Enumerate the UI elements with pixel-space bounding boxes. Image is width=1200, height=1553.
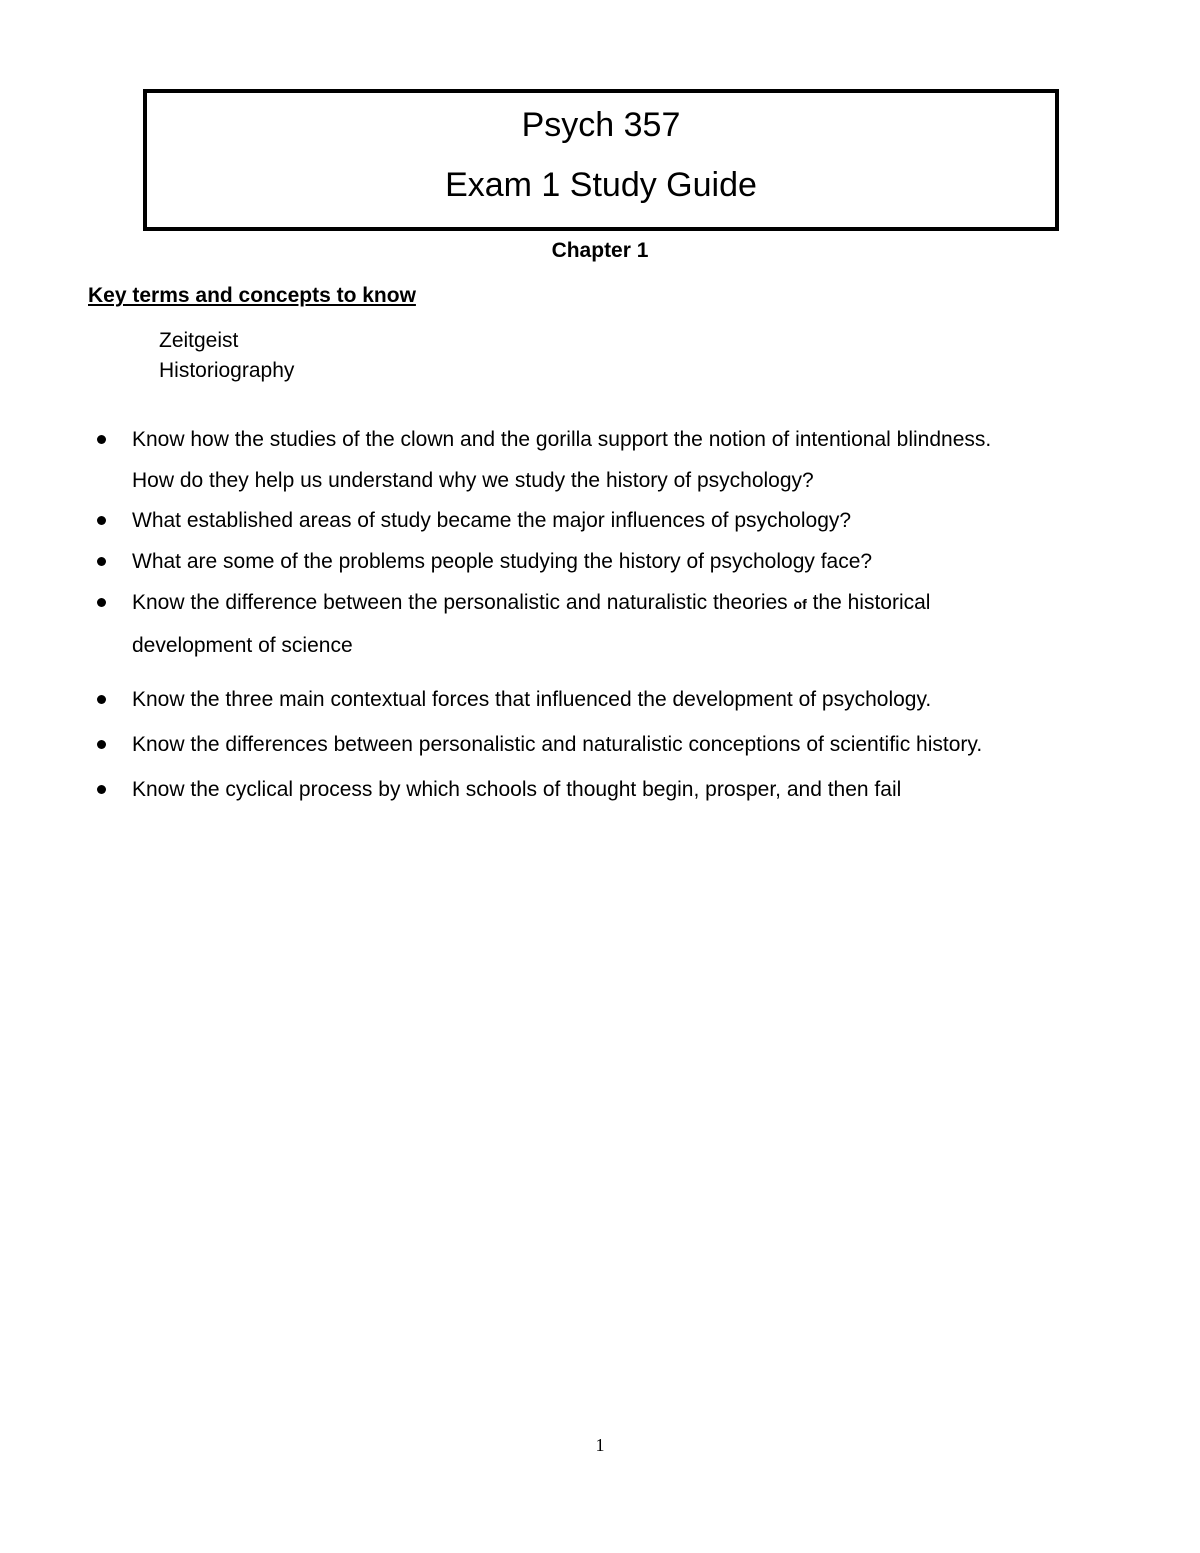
bullet-icon (97, 740, 106, 749)
title-box (143, 89, 1059, 231)
course-title: Psych 357 (521, 106, 681, 144)
bullet-text (132, 582, 1132, 666)
bullet-text: Know how the studies of the clown and the gorilla support the notion of intentional blindness. How do they help us understand why we study the history of psychology? (132, 428, 992, 492)
key-term: Historiography (159, 359, 295, 382)
bullet-text: Know the cyclical process by which schools of thought begin, prosper, and then fail (132, 778, 902, 801)
bullet-text: Know the three main contextual forces that influenced the development of psychology. (132, 688, 932, 711)
bullet-text-emphasis: of (793, 596, 807, 612)
bullet-icon (97, 557, 106, 566)
bullet-icon (97, 695, 106, 704)
bullet-text: What established areas of study became the major influences of psychology? (132, 509, 852, 532)
bullet-icon (97, 435, 106, 444)
bullet-icon (97, 516, 106, 525)
bullet-text-part: the historical development of science (132, 591, 931, 657)
document-title: Exam 1 Study Guide (445, 166, 757, 204)
bullet-text: Know the differences between personalistic and naturalistic conceptions of scientific history. (132, 733, 983, 756)
page-number: 1 (595, 1435, 605, 1455)
bullet-text: What are some of the problems people studying the history of psychology face? (132, 550, 873, 573)
key-term: Zeitgeist (159, 329, 239, 352)
chapter-heading: Chapter 1 (551, 239, 649, 262)
bullet-icon (97, 785, 106, 794)
bullet-icon (97, 598, 106, 607)
bullet-text-part: Know the difference between the personalistic and naturalistic theories (132, 591, 794, 614)
key-terms-heading: Key terms and concepts to know (88, 284, 416, 307)
